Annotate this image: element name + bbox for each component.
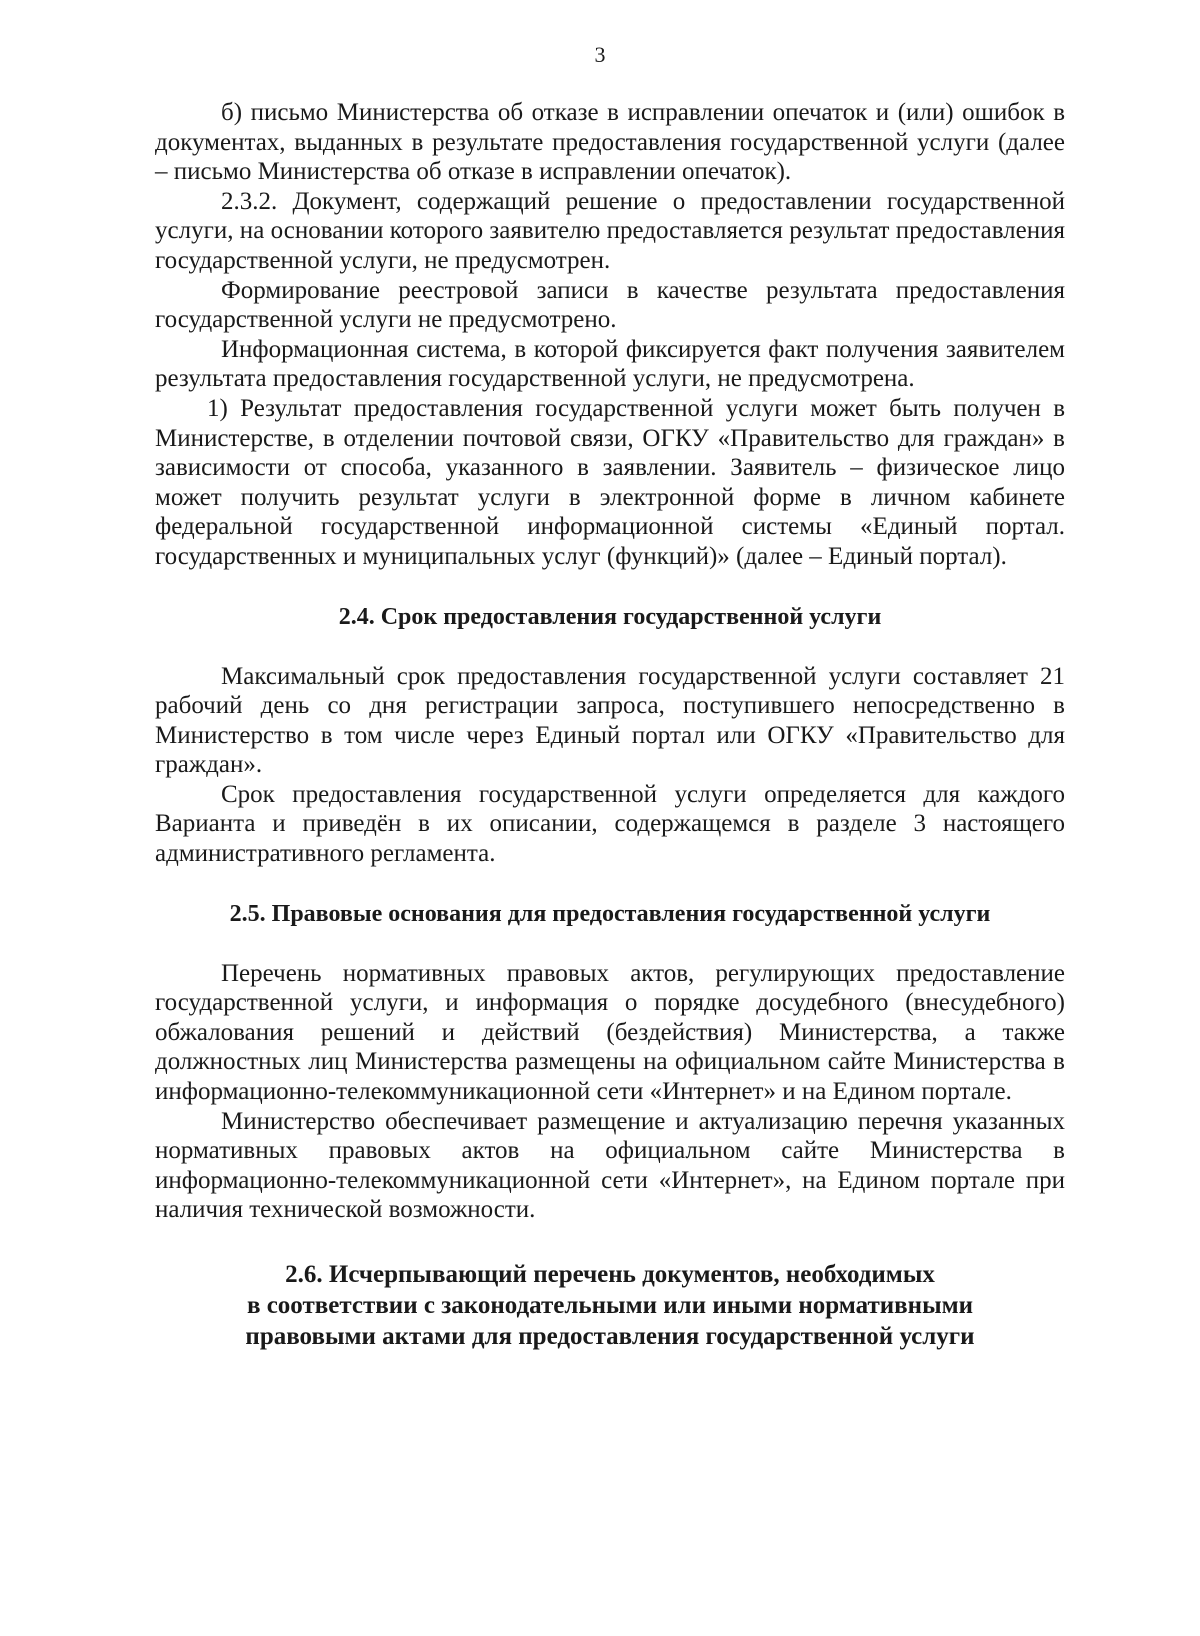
document-body: [155, 98, 1065, 1352]
paragraph-result-receipt: 1) Результат предоставления государственной услуги может быть получен в Министерстве, в отделении почтовой связи, ОГКУ «Правительство для граждан» в зависимости от способа, указанного в заявлении. Заявитель – физическое лицо может получить результат услуги в электронной форме в личном кабинете федеральной государственной информационной системы «Единый портал. государственных и муниципальных услуг (функций)» (далее – Единый портал).: [155, 394, 1065, 570]
page-number: 3: [594, 42, 606, 67]
section-heading-2-6-line-2: в соответствии с законодательными или иными нормативными: [246, 1292, 974, 1319]
paragraph-letter-b: б) письмо Министерства об отказе в исправлении опечаток и (или) ошибок в документах, выданных в результате предоставления государственной услуги (далее – письмо Министерства об отказе в исправлении опечаток).: [155, 99, 1065, 186]
paragraph-registry-record: Формирование реестровой записи в качестве результата предоставления государственной услуги не предусмотрено.: [155, 276, 1065, 334]
paragraph-max-term: Максимальный срок предоставления государственной услуги составляет 21 рабочий день со дня регистрации запроса, поступившего непосредственно в Министерство в том числе через Единый портал или ОГКУ «Правительство для граждан».: [155, 662, 1065, 779]
section-heading-2-6: [155, 1259, 1065, 1352]
paragraph-information-system: Информационная система, в которой фиксируется факт получения заявителем результата предоставления государственной услуги, не предусмотрена.: [155, 335, 1065, 393]
paragraph-term-per-variant: Срок предоставления государственной услуги определяется для каждого Варианта и приведён в их описании, содержащемся в разделе 3 настоящего административного регламента.: [155, 780, 1065, 868]
section-heading-2-6-line-1: 2.6. Исчерпывающий перечень документов, необходимых: [285, 1261, 935, 1288]
section-heading-2-6-line-3: правовыми актами для предоставления государственной услуги: [245, 1323, 975, 1350]
section-heading-2-4: 2.4. Срок предоставления государственной услуги: [338, 603, 882, 630]
paragraph-ministry-updates: Министерство обеспечивает размещение и актуализацию перечня указанных нормативных правовых актов на официальном сайте Министерства в информационно-телекоммуникационной сети «Интернет», на Едином портале при наличия технической возможности.: [155, 1107, 1065, 1224]
paragraph-legal-acts-list: Перечень нормативных правовых актов, регулирующих предоставление государственной услуги, и информация о порядке досудебного (внесудебного) обжалования решений и действий (бездействия) Министерства, а также должностных лиц Министерства размещены на официальном сайте Министерства в информационно-телекоммуникационной сети «Интернет» и на Едином портале.: [155, 959, 1065, 1106]
paragraph-2-3-2: 2.3.2. Документ, содержащий решение о предоставлении государственной услуги, на основании которого заявителю предоставляется результат предоставления государственной услуги, не предусмотрен.: [155, 187, 1065, 274]
section-heading-2-5: 2.5. Правовые основания для предоставления государственной услуги: [229, 900, 991, 927]
